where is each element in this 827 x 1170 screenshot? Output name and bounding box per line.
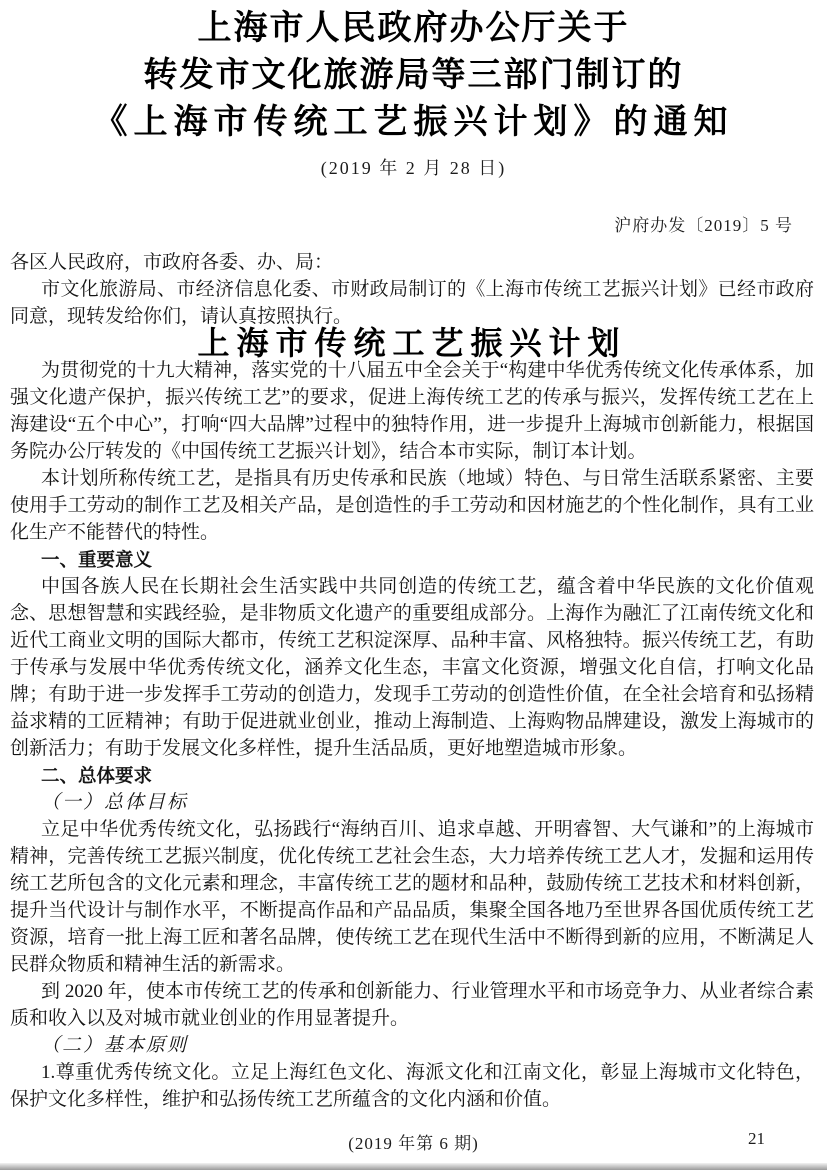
plan-paragraph-principle-1: 1.尊重优秀传统文化。立足上海红色文化、海派文化和江南文化，彰显上海城市文化特色，保护文化多样性，维护和弘扬传统工艺所蕴含的文化内涵和价值。 [10, 1062, 814, 1110]
document-body [0, 249, 827, 1113]
doc-number: 沪府办发〔2019〕5 号 [614, 216, 793, 235]
notice-date: (2019 年 2 月 28 日) [320, 158, 507, 178]
plan-paragraph-intro: 为贯彻党的十九大精神，落实党的十八届五中全会关于“构建中华优秀传统文化传承体系，加强文化遗产保护，振兴传统工艺”的要求，促进上海传统工艺的传承与振兴，发挥传统工艺在上海建设“五个中心”，打响“四大品牌”过程中的独特作用，进一步提升上海城市创新能力，根据国务院办公厅转发的《中国传统工艺振兴计划》，结合本市实际，制订本计划。 [10, 360, 814, 462]
plan-paragraph-definition: 本计划所称传统工艺，是指具有历史传承和民族（地域）特色、与日常生活联系紧密、主要使用手工劳动的制作工艺及相关产品，是创造性的手工劳动和因材施艺的个性化制作，具有工业化生产不能替代的特性。 [10, 468, 814, 543]
plan-paragraph-goal: 立足中华优秀传统文化，弘扬践行“海纳百川、追求卓越、开明睿智、大气谦和”的上海城市精神，完善传统工艺振兴制度，优化传统工艺社会生态，大力培养传统工艺人才，发掘和运用传统工艺所包含的文化元素和理念，丰富传统工艺的题材和品种，鼓励传统工艺技术和材料创新，提升当代设计与制作水平，不断提高作品和产品品质，集聚全国各地乃至世界各国优质传统工艺资源，培育一批上海工匠和著名品牌，使传统工艺在现代生活中不断得到新的应用，不断满足人民群众物质和精神生活的新需求。 [10, 819, 814, 975]
notice-title [0, 5, 827, 146]
page-footer [0, 1129, 827, 1154]
section-heading-2: 二、总体要求 [41, 765, 153, 786]
scan-bottom-edge [0, 1163, 827, 1170]
plan-title: 上海市传统工艺振兴计划 [197, 325, 627, 361]
plan-paragraph-2020: 到 2020 年，使本市传统工艺的传承和创新能力、行业管理水平和市场竞争力、从业者综合素质和收入以及对城市就业创业的作用显著提升。 [10, 981, 814, 1029]
salutation: 各区人民政府，市政府各委、办、局： [10, 252, 334, 273]
section-heading-1: 一、重要意义 [41, 549, 153, 570]
issue-label: (2019 年第 6 期) [348, 1134, 479, 1153]
notice-title-line-1: 上海市人民政府办公厅关于 [197, 10, 630, 47]
page-number: 21 [748, 1129, 765, 1148]
notice-title-line-3: 《上海市传统工艺振兴计划》的通知 [93, 104, 734, 141]
notice-title-line-2: 转发市文化旅游局等三部门制订的 [143, 57, 684, 94]
forward-paragraph: 市文化旅游局、市经济信息化委、市财政局制订的《上海市传统工艺振兴计划》已经市政府同意，现转发给你们，请认真按照执行。 [10, 279, 814, 327]
subsection-heading-goal: （一）总体目标 [41, 792, 189, 813]
plan-paragraph-significance: 中国各族人民在长期社会生活实践中共同创造的传统工艺，蕴含着中华民族的文化价值观念、思想智慧和实践经验，是非物质文化遗产的重要组成部分。上海作为融汇了江南传统文化和近代工商业文明的国际大都市，传统工艺积淀深厚、品种丰富、风格独特。振兴传统工艺，有助于传承与发展中华优秀传统文化，涵养文化生态，丰富文化资源，增强文化自信，打响文化品牌；有助于进一步发挥手工劳动的创造力，发现手工劳动的创造性价值，在全社会培育和弘扬精益求精的工匠精神；有助于促进就业创业，推动上海制造、上海购物品牌建设，激发上海城市的创新活力；有助于发展文化多样性，提升生活品质，更好地塑造城市形象。 [10, 576, 814, 759]
subsection-heading-principles: （二）基本原则 [41, 1035, 189, 1056]
